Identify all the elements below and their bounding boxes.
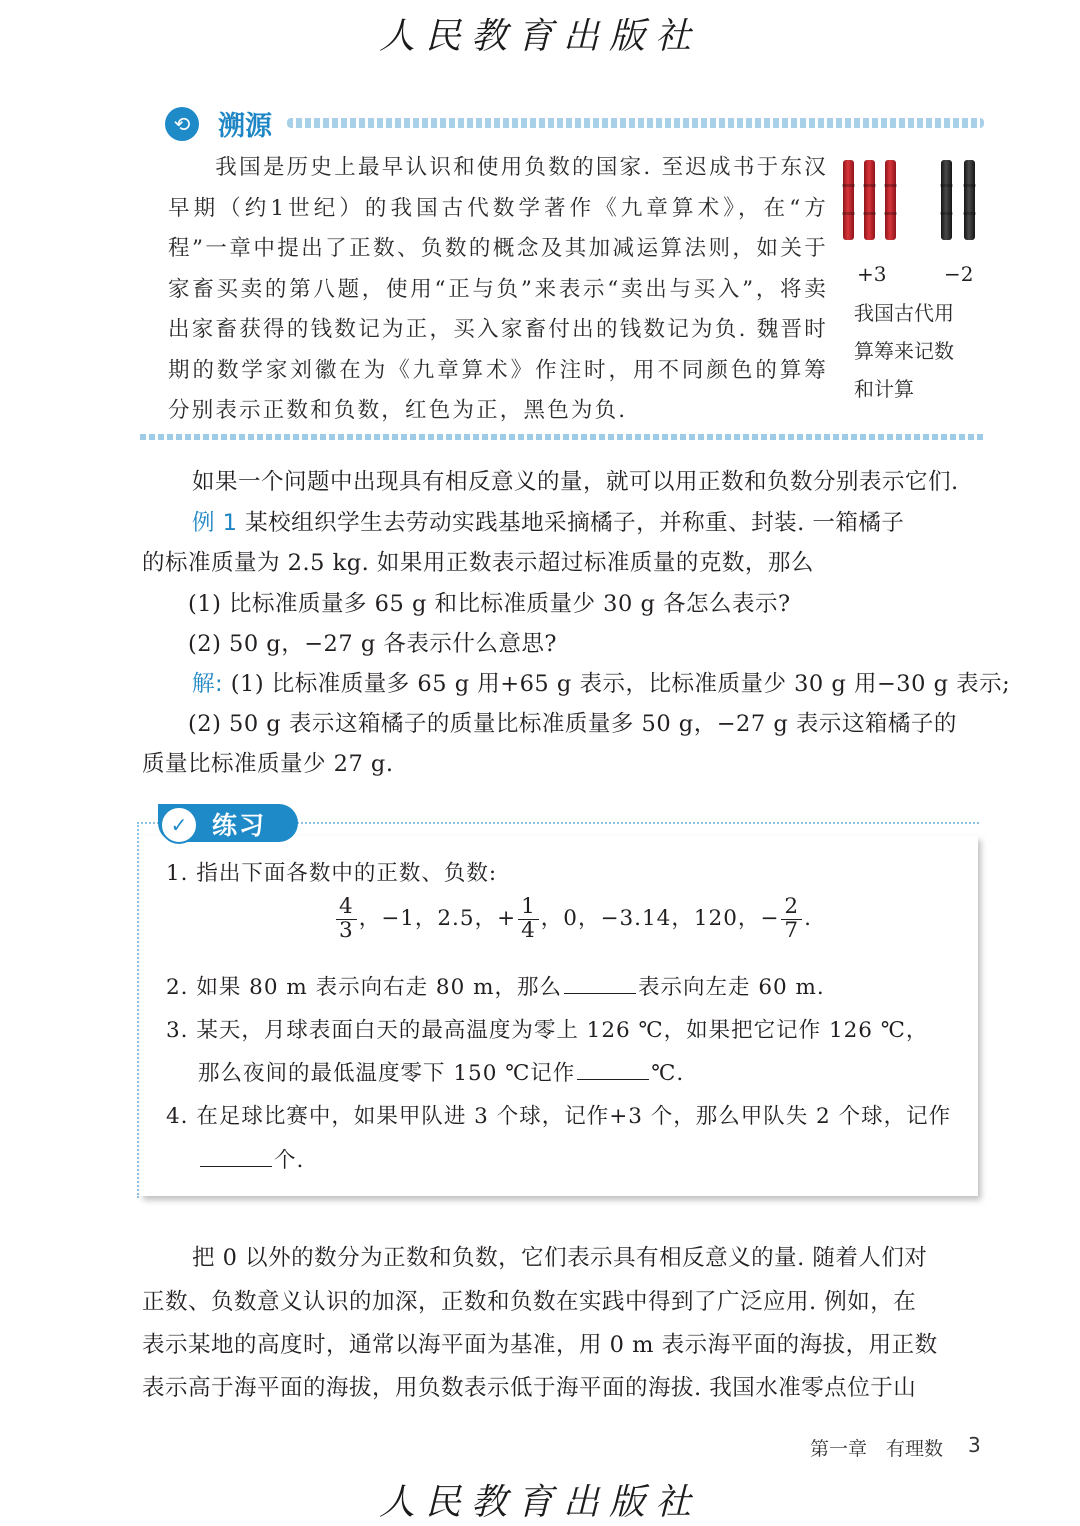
- numerator: 2: [781, 896, 802, 920]
- exercise-3-cont: [198, 1056, 684, 1087]
- red-counting-rod: [843, 160, 854, 240]
- exercise-3: 3. 某天，月球表面白天的最高温度为零上 126 ℃，如果把它记作 126 ℃，: [166, 1018, 929, 1043]
- exercise-2-text: 2. 如果 80 m 表示向右走 80 m，那么: [166, 975, 563, 1000]
- answer-2-cont: 质量比标准质量少 27 g.: [142, 751, 394, 777]
- suyuan-paragraph: [168, 148, 828, 432]
- closing-line: 表示高于海平面的海拔，用负数表示低于海平面的海拔. 我国水准零点位于山: [142, 1375, 917, 1401]
- wavy-divider: [140, 434, 986, 440]
- suyuan-title: 溯源: [218, 111, 272, 142]
- red-counting-rod: [864, 160, 875, 240]
- numerator: 4: [336, 896, 357, 920]
- fraction: [336, 896, 357, 942]
- chapter-label: 第一章 有理数: [810, 1438, 944, 1460]
- wavy-divider: [287, 118, 984, 128]
- black-counting-rod: [941, 160, 952, 240]
- exercise-2: [166, 970, 825, 1001]
- solution-line: [192, 666, 1037, 698]
- closing-line: 把 0 以外的数分为正数和负数，它们表示具有相反意义的量. 随着人们对: [192, 1245, 928, 1271]
- closing-line: 表示某地的高度时，通常以海平面为基准，用 0 m 表示海平面的海拔，用正数: [142, 1332, 938, 1358]
- answer-blank[interactable]: [200, 1166, 272, 1167]
- exercise-1-numbers: [334, 896, 812, 942]
- figure-caption: [854, 294, 984, 408]
- answer-2: (2) 50 g 表示这箱橘子的质量比标准质量多 50 g，−27 g 表示这箱橘子的: [188, 711, 957, 737]
- red-counting-rod: [885, 160, 896, 240]
- caption-line: 和计算: [854, 377, 914, 401]
- fraction: [518, 896, 539, 942]
- page-number: 3: [968, 1433, 981, 1457]
- suyuan-paragraph-text: 我国是历史上最早认识和使用负数的国家. 至迟成书于东汉早期（约1世纪）的我国古代数学著作《九章算术》，在“方程”一章中提出了正数、负数的概念及其加减运算法则，如关于家畜买卖的第八题，使用“正与负”来表示“卖出与买入”，将卖出家畜获得的钱数记为正，买入家畜付出的钱数记为负. 魏晋时期的数学家刘徽在为《九章算术》作注时，用不同颜色的算筹分别表示正数和负数，红色为正，黑色为负.: [168, 155, 828, 423]
- numerator: 1: [518, 896, 539, 920]
- caption-line: 我国古代用: [854, 301, 954, 325]
- exercise-1: 1. 指出下面各数中的正数、负数:: [166, 861, 498, 886]
- example-text: 某校组织学生去劳动实践基地采摘橘子，并称重、封装. 一箱橘子: [245, 510, 905, 536]
- question-2: (2) 50 g，−27 g 各表示什么意思?: [188, 631, 557, 657]
- black-counting-rod: [964, 160, 975, 240]
- question-1: (1) 比标准质量多 65 g 和比标准质量少 30 g 各怎么表示?: [188, 591, 791, 617]
- exercise-4-cont: [198, 1143, 304, 1174]
- fraction: [781, 896, 802, 942]
- check-circle-icon: ✓: [160, 806, 198, 844]
- exercise-4-text: 个.: [274, 1148, 305, 1173]
- example-label: 例 1: [192, 510, 238, 536]
- answer-blank[interactable]: [577, 1079, 649, 1080]
- exercise-3-text: 那么夜间的最低温度零下 150 ℃记作: [198, 1061, 576, 1086]
- number-list: ，−1，2.5，+: [358, 906, 517, 932]
- denominator: 3: [339, 917, 354, 943]
- example-line: [192, 505, 1037, 537]
- publisher-logo-bottom: 人民教育出版社: [378, 1482, 701, 1523]
- answer-blank[interactable]: [564, 993, 636, 994]
- publisher-logo-top: 人民教育出版社: [378, 16, 701, 57]
- denominator: 4: [521, 917, 536, 943]
- book-icon: ⟲: [165, 107, 199, 141]
- answer-1: (1) 比标准质量多 65 g 用+65 g 表示，比标准质量少 30 g 用−30 g 表示;: [230, 671, 1011, 697]
- exercise-4: 4. 在足球比赛中，如果甲队进 3 个球，记作+3 个，那么甲队失 2 个球，记作: [166, 1104, 952, 1129]
- exercise-2-text: 表示向左走 60 m.: [638, 975, 825, 1000]
- closing-line: 正数、负数意义认识的加深，正数和负数在实践中得到了广泛应用. 例如，在: [142, 1289, 917, 1315]
- intro-text: 如果一个问题中出现具有相反意义的量，就可以用正数和负数分别表示它们.: [192, 469, 959, 495]
- number-list: ，0，−3.14，120，−: [540, 906, 780, 932]
- solution-label: 解:: [192, 671, 224, 697]
- positive-rod-label: +3: [857, 262, 887, 286]
- negative-rod-label: −2: [944, 262, 974, 286]
- example-line: 的标准质量为 2.5 kg. 如果用正数表示超过标准质量的克数，那么: [142, 550, 814, 576]
- exercise-title: 练习: [212, 811, 267, 840]
- caption-line: 算筹来记数: [854, 339, 954, 363]
- denominator: 7: [784, 917, 800, 943]
- number-list-end: .: [804, 906, 812, 932]
- exercise-3-text: ℃.: [651, 1061, 685, 1086]
